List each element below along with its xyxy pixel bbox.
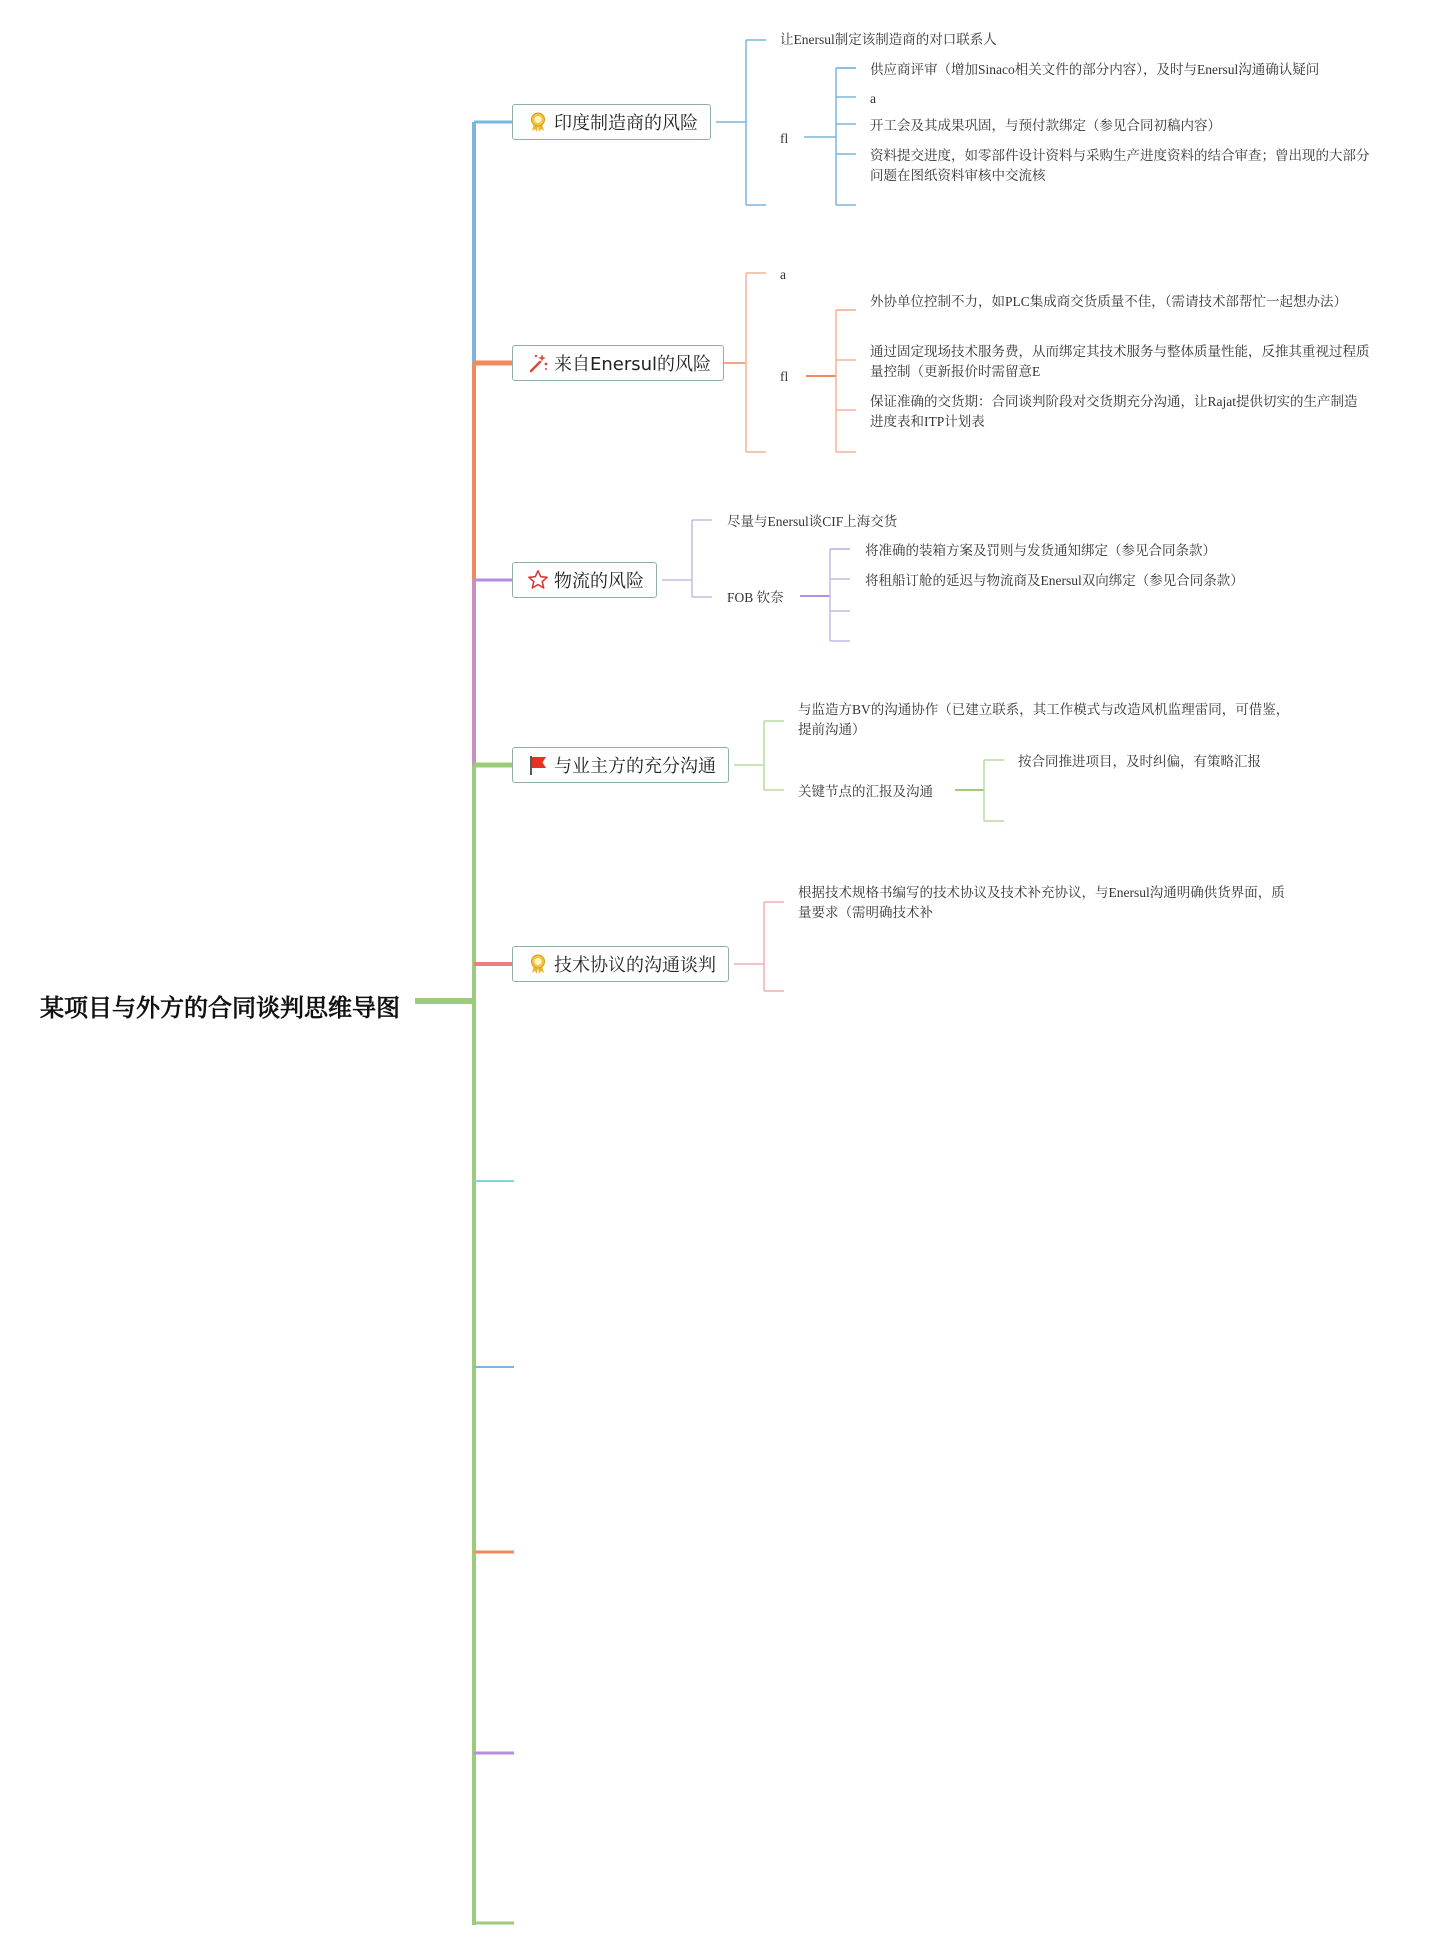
star-outline-icon [527, 569, 549, 591]
sparkle-wand-icon [527, 352, 549, 374]
topic-a[interactable]: a [870, 91, 876, 106]
branch-logistics-risk[interactable] [512, 562, 657, 598]
topic-tech-spec-agreement[interactable]: 根据技术规格书编写的技术协议及技术补充协议，与Enersul沟通明确供货界面，质量要求（需明确技术补 [798, 885, 1285, 920]
topic-subcontractor-control[interactable]: 外协单位控制不力，如PLC集成商交货质量不佳，（需请技术部帮忙一起想办法） [870, 294, 1348, 309]
red-flag-icon [527, 754, 549, 776]
branch-label: 技术协议的沟通谈判 [554, 955, 716, 976]
branch-owner-communication[interactable] [512, 747, 729, 783]
branch-label: 与业主方的充分沟通 [554, 756, 716, 777]
topic-cif-shanghai[interactable]: 尽量与Enersul谈CIF上海交货 [727, 514, 898, 529]
topic-fl[interactable]: fl [780, 369, 789, 384]
award-ribbon-icon [527, 111, 549, 133]
topic-delivery-schedule[interactable]: 保证准确的交货期：合同谈判阶段对交货期充分沟通，让Rajat提供切实的生产制造进度表和ITP计划表 [870, 394, 1358, 429]
topic-kickoff-meeting[interactable]: 开工会及其成果巩固，与预付款绑定（参见合同初稿内容） [870, 118, 1221, 133]
topic-document-progress[interactable]: 资料提交进度，如零部件设计资料与采购生产进度资料的结合审查；曾出现的大部分问题在图纸资料审核中交流核 [870, 148, 1370, 183]
topic-fl[interactable]: fl [780, 131, 789, 146]
topic-a[interactable]: a [780, 267, 786, 282]
topic-shipping-delay[interactable]: 将租船订舱的延迟与物流商及Enersul双向绑定（参见合同条款） [865, 573, 1244, 588]
topic-supplier-review[interactable]: 供应商评审（增加Sinaco相关文件的部分内容），及时与Enersul沟通确认疑问 [870, 62, 1320, 77]
branch-india-manufacturer-risk[interactable] [512, 104, 711, 140]
branch-label: 物流的风险 [554, 571, 644, 592]
branch-enersul-risk[interactable] [512, 345, 724, 381]
topic-fob-chennai[interactable]: FOB 钦奈 [727, 590, 784, 605]
topic-milestone-report[interactable]: 关键节点的汇报及沟通 [798, 784, 933, 799]
root-topic[interactable]: 某项目与外方的合同谈判思维导图 [40, 994, 400, 1022]
award-ribbon-icon [527, 953, 549, 975]
topic-contact-person[interactable]: 让Enersul制定该制造商的对口联系人 [780, 32, 997, 47]
branch-label: 印度制造商的风险 [554, 113, 698, 134]
branch-tech-agreement[interactable] [512, 946, 729, 982]
topic-bv-coordination[interactable]: 与监造方BV的沟通协作（已建立联系，其工作模式与改造风机监理雷同，可借鉴，提前沟通） [798, 702, 1290, 737]
topic-packing-plan[interactable]: 将准确的装箱方案及罚则与发货通知绑定（参见合同条款） [865, 543, 1216, 558]
topic-project-progress[interactable]: 按合同推进项目，及时纠偏，有策略汇报 [1018, 754, 1261, 769]
topic-fixed-service-fee[interactable]: 通过固定现场技术服务费，从而绑定其技术服务与整体质量性能，反推其重视过程质量控制（更新报价时需留意E [870, 344, 1370, 379]
branch-label: 来自Enersul的风险 [554, 354, 712, 375]
